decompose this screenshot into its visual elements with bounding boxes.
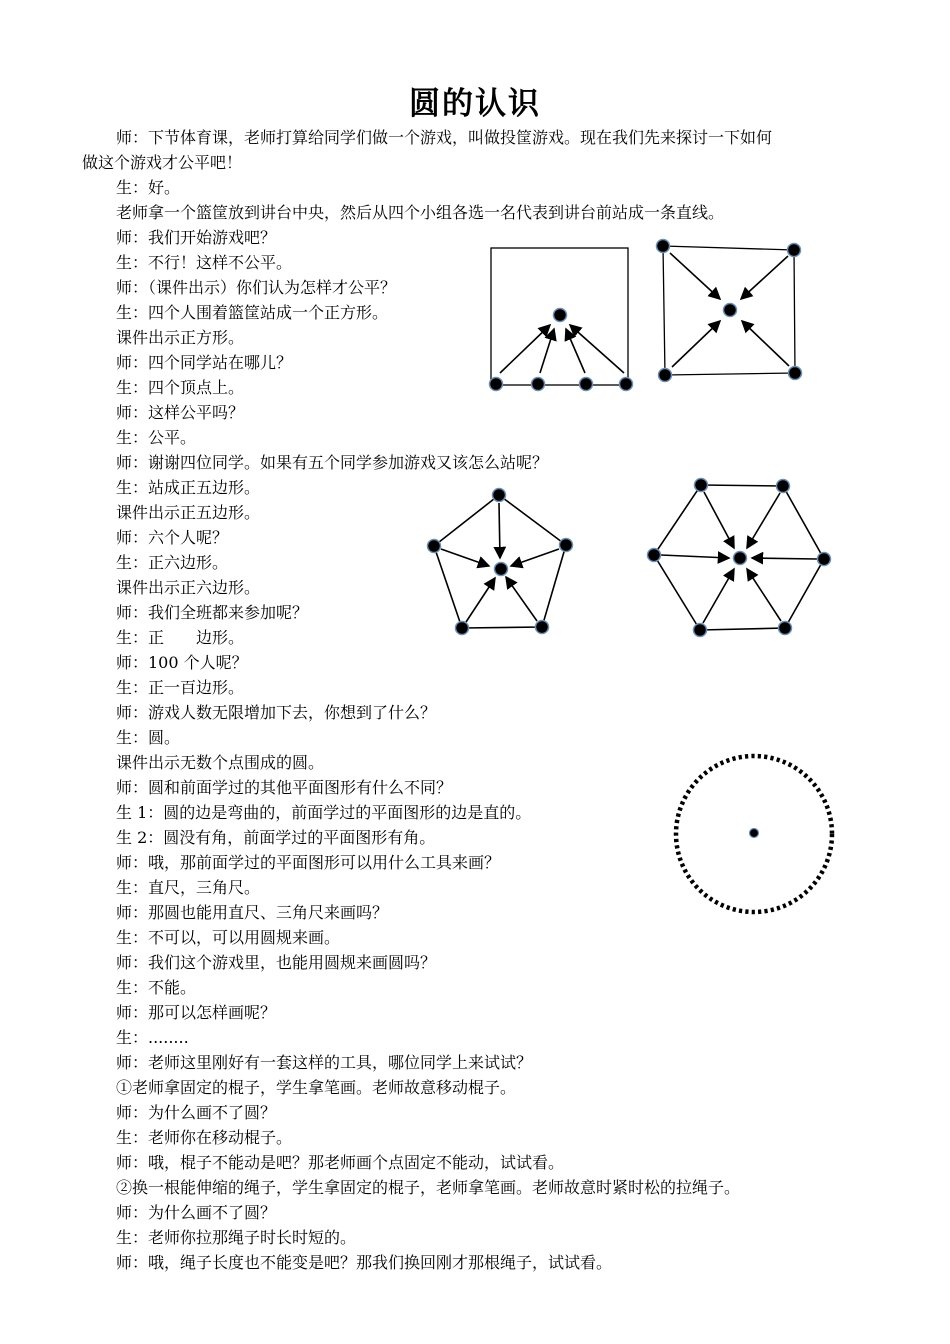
- arrow: [704, 492, 734, 548]
- player-dot: [788, 244, 801, 257]
- player-dot: [456, 622, 469, 635]
- dialogue-line: 师：六个人呢？: [116, 528, 229, 547]
- player-dot: [428, 540, 441, 553]
- dialogue-line: 师：那圆也能用直尺、三角尺来画吗？: [116, 903, 389, 922]
- figure-pentagon-arrangement: [418, 481, 588, 641]
- arrow: [511, 549, 559, 566]
- dialogue-line: 生：老师你在移动棍子。: [116, 1128, 293, 1147]
- arrow: [661, 555, 729, 558]
- dialogue-line: 师：（课件出示）你们认为怎样才公平？: [116, 278, 397, 297]
- player-dot: [777, 480, 790, 493]
- dialogue-line: 师：为什么画不了圆？: [116, 1103, 277, 1122]
- dialogue-line: 师：游戏人数无限增加下去，你想到了什么？: [116, 703, 437, 722]
- dialogue-line: 师：哦，绳子长度也不能变是吧？那我们换回刚才那根绳子，试试看。: [116, 1253, 613, 1272]
- dialogue-line: 课件出示正六边形。: [116, 578, 261, 597]
- arrow: [466, 578, 495, 622]
- arrow: [670, 253, 720, 299]
- player-dot: [580, 378, 593, 391]
- dialogue-line: 生：直尺，三角尺。: [116, 878, 261, 897]
- figure-hexagon-arrangement: [640, 470, 840, 645]
- dialogue-line: 生：........: [116, 1028, 189, 1047]
- dialogue-line: 生：正六边形。: [116, 553, 229, 572]
- player-dot: [490, 378, 503, 391]
- dialogue-line: 做这个游戏才公平吧！: [82, 153, 243, 172]
- figure-dotted-circle: [670, 750, 840, 920]
- dialogue-line: 师：我们开始游戏吧？: [116, 228, 277, 247]
- arrow: [741, 256, 788, 299]
- dialogue-line: 生 2：圆没有角，前面学过的平面图形有角。: [116, 828, 436, 847]
- dialogue-line: 师：这样公平吗？: [116, 403, 245, 422]
- dialogue-line: 生：不可以，可以用圆规来画。: [116, 928, 341, 947]
- player-dot: [648, 549, 661, 562]
- dialogue-line: 生：公平。: [116, 428, 197, 447]
- player-dot: [789, 367, 802, 380]
- player-dot: [659, 369, 672, 382]
- dialogue-line: 生：四个顶点上。: [116, 378, 245, 397]
- figure-players-in-line: [484, 243, 640, 399]
- player-dot: [493, 489, 506, 502]
- dialogue-line: 生：正 边形。: [116, 628, 245, 647]
- player-dot: [779, 622, 792, 635]
- arrow: [672, 321, 720, 367]
- dialogue-line: 课件出示正方形。: [116, 328, 245, 347]
- dialogue-line: 生：不行！这样不公平。: [116, 253, 293, 272]
- dialogue-line: 师：下节体育课，老师打算给同学们做一个游戏，叫做投筐游戏。现在我们先来探讨一下如何: [116, 128, 773, 147]
- dialogue-line: 课件出示无数个点围成的圆。: [116, 753, 325, 772]
- player-dot: [695, 479, 708, 492]
- dialogue-line: 师：为什么画不了圆？: [116, 1203, 277, 1222]
- basket-dot: [495, 563, 508, 576]
- player-dot: [536, 621, 549, 634]
- dialogue-line: ①老师拿固定的棍子，学生拿笔画。老师故意移动棍子。: [116, 1078, 517, 1097]
- dialogue-line: 生：站成正五边形。: [116, 478, 261, 497]
- dialogue-line: 师：哦，那前面学过的平面图形可以用什么工具来画？: [116, 853, 501, 872]
- basket-dot: [724, 304, 737, 317]
- player-dot: [657, 240, 670, 253]
- dialogue-line: 生：圆。: [116, 728, 181, 747]
- dialogue-line: 生：正一百边形。: [116, 678, 245, 697]
- dialogue-line: 生：四个人围着篮筐站成一个正方形。: [116, 303, 389, 322]
- player-dot: [818, 553, 831, 566]
- player-dot: [694, 624, 707, 637]
- dialogue-line: ②换一根能伸缩的绳子，学生拿固定的棍子，老师拿笔画。老师故意时紧时松的拉绳子。: [116, 1178, 741, 1197]
- arrow: [570, 325, 624, 373]
- figure-square-arrangement: [652, 236, 812, 386]
- dialogue-line: 生 1：圆的边是弯曲的，前面学过的平面图形的边是直的。: [116, 803, 532, 822]
- arrow: [441, 549, 489, 566]
- dialogue-line: 师：四个同学站在哪儿？: [116, 353, 293, 372]
- dialogue-line: 师：我们这个游戏里，也能用圆规来画圆吗？: [116, 953, 437, 972]
- player-dot: [532, 378, 545, 391]
- arrow: [747, 569, 781, 621]
- dialogue-line: 老师拿一个篮筐放到讲台中央，然后从四个小组各选一名代表到讲台前站成一条直线。: [116, 203, 725, 222]
- arrow: [742, 321, 789, 366]
- dialogue-line: 生：老师你拉那绳子时长时短的。: [116, 1228, 357, 1247]
- arrow: [747, 493, 780, 548]
- dialogue-line: 师：老师这里刚好有一套这样的工具，哪位同学上来试试？: [116, 1053, 533, 1072]
- arrow: [703, 569, 734, 623]
- player-dot: [620, 378, 633, 391]
- dialogue-line: 师：圆和前面学过的其他平面图形有什么不同？: [116, 778, 453, 797]
- arrow: [540, 329, 554, 373]
- dialogue-line: 师：谢谢四位同学。如果有五个同学参加游戏又该怎么站呢？: [116, 453, 549, 472]
- dialogue-line: 生：不能。: [116, 978, 197, 997]
- dialogue-line: 师：哦，棍子不能动是吧？那老师画个点固定不能动，试试看。: [116, 1153, 565, 1172]
- dialogue-line: 生：好。: [116, 178, 181, 197]
- dialogue-line: 师：我们全班都来参加呢？: [116, 603, 309, 622]
- document-title: 圆的认识: [409, 86, 541, 122]
- basket-dot: [734, 552, 747, 565]
- dialogue-line: 师：100 个人呢？: [116, 653, 248, 672]
- center-dot: [750, 829, 759, 838]
- arrow: [752, 558, 817, 559]
- dialogue-line: 师：那可以怎样画呢？: [116, 1003, 277, 1022]
- arrow: [499, 503, 500, 558]
- player-dot: [560, 539, 573, 552]
- arrow: [506, 577, 537, 621]
- dialogue-line: 课件出示正五边形。: [116, 503, 261, 522]
- basket-dot: [554, 309, 567, 322]
